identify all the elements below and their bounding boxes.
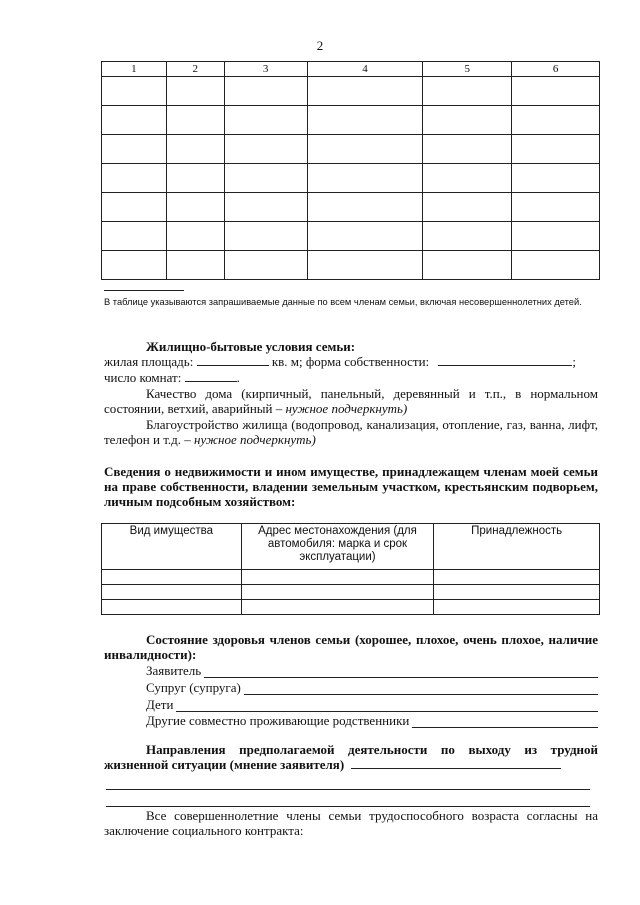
- members-cell[interactable]: [512, 193, 600, 222]
- applicant-label: Заявитель: [146, 663, 202, 678]
- health-spouse-row: [146, 680, 598, 695]
- members-cell[interactable]: [224, 164, 307, 193]
- page-number: 2: [316, 38, 324, 53]
- housing-title: Жилищно-бытовые условия семьи:: [146, 339, 356, 354]
- members-cell[interactable]: [166, 193, 224, 222]
- spouse-label: Супруг (супруга): [146, 680, 241, 695]
- rooms-label: число комнат:: [104, 370, 182, 385]
- direction-input[interactable]: [351, 757, 561, 769]
- applicant-health-input[interactable]: [204, 666, 598, 678]
- members-header-cell: 3: [224, 62, 307, 77]
- children-health-input[interactable]: [176, 700, 598, 712]
- rooms-line: [104, 370, 240, 385]
- members-cell[interactable]: [423, 164, 512, 193]
- members-row: [102, 135, 600, 164]
- members-cell[interactable]: [166, 222, 224, 251]
- property-row: [102, 585, 600, 600]
- property-cell[interactable]: [102, 570, 242, 585]
- living-area-unit: кв. м;: [271, 354, 303, 369]
- members-cell[interactable]: [423, 222, 512, 251]
- property-cell[interactable]: [241, 570, 434, 585]
- health-applicant-row: [146, 663, 598, 678]
- members-cell[interactable]: [102, 106, 167, 135]
- members-row: [102, 77, 600, 106]
- members-cell[interactable]: [512, 77, 600, 106]
- health-relatives-row: [146, 713, 598, 728]
- members-cell[interactable]: [307, 164, 423, 193]
- members-cell[interactable]: [307, 135, 423, 164]
- members-cell[interactable]: [102, 193, 167, 222]
- direction-title: [104, 742, 598, 772]
- members-cell[interactable]: [512, 251, 600, 280]
- house-quality-text: Качество дома (кирпичный, панельный, деревянный и т.п., в нормальном состоянии, ветхий, аварийный: [104, 386, 598, 416]
- property-header-cell: Адрес местонахождения (для автомобиля: марка и срок эксплуатации): [241, 524, 434, 570]
- property-cell[interactable]: [434, 585, 600, 600]
- children-label: Дети: [146, 697, 174, 712]
- members-row: [102, 193, 600, 222]
- members-cell[interactable]: [102, 135, 167, 164]
- health-children-row: [146, 697, 598, 712]
- property-header-row: [102, 524, 600, 570]
- members-cell[interactable]: [166, 135, 224, 164]
- members-cell[interactable]: [166, 164, 224, 193]
- property-cell[interactable]: [434, 570, 600, 585]
- members-cell[interactable]: [166, 106, 224, 135]
- ownership-label: форма собственности:: [305, 354, 430, 369]
- members-cell[interactable]: [166, 77, 224, 106]
- members-cell[interactable]: [423, 106, 512, 135]
- members-cell[interactable]: [102, 164, 167, 193]
- members-cell[interactable]: [224, 135, 307, 164]
- house-quality-note: – нужное подчеркнуть): [275, 401, 408, 416]
- property-cell[interactable]: [434, 600, 600, 615]
- members-cell[interactable]: [307, 193, 423, 222]
- living-area-label: жилая площадь:: [104, 354, 194, 369]
- members-cell[interactable]: [307, 222, 423, 251]
- members-cell[interactable]: [224, 106, 307, 135]
- members-cell[interactable]: [423, 251, 512, 280]
- members-header-cell: 5: [423, 62, 512, 77]
- direction-title-text: Направления предполагаемой деятельности по выходу из трудной жизненной ситуации (мнение заявителя): [104, 742, 598, 772]
- members-cell[interactable]: [307, 251, 423, 280]
- property-header-cell: Принадлежность: [434, 524, 600, 570]
- property-cell[interactable]: [102, 585, 242, 600]
- members-cell[interactable]: [512, 164, 600, 193]
- property-cell[interactable]: [241, 585, 434, 600]
- members-cell[interactable]: [224, 222, 307, 251]
- members-cell[interactable]: [423, 135, 512, 164]
- rooms-end: .: [236, 370, 240, 385]
- direction-line-1[interactable]: [106, 789, 590, 790]
- members-cell[interactable]: [307, 106, 423, 135]
- members-header-cell: 2: [166, 62, 224, 77]
- members-row: [102, 222, 600, 251]
- consent-text: Все совершеннолетние члены семьи трудоспособного возраста согласны на заключение социального контракта:: [104, 808, 598, 838]
- members-cell[interactable]: [512, 106, 600, 135]
- relatives-health-input[interactable]: [412, 716, 598, 728]
- direction-line-2[interactable]: [106, 806, 590, 807]
- members-cell[interactable]: [512, 222, 600, 251]
- members-header-cell: 1: [102, 62, 167, 77]
- property-header-cell: Вид имущества: [102, 524, 242, 570]
- members-row: [102, 164, 600, 193]
- house-amenities-note: – нужное подчеркнуть): [184, 432, 316, 447]
- members-cell[interactable]: [423, 193, 512, 222]
- members-row: [102, 106, 600, 135]
- rooms-input[interactable]: [185, 370, 237, 382]
- relatives-label: Другие совместно проживающие родственники: [146, 713, 410, 728]
- members-row: [102, 251, 600, 280]
- house-amenities-text: Благоустройство жилища (водопровод, канализация, отопление, газ, ванна, лифт, телефон и т.д.: [104, 417, 598, 447]
- members-cell[interactable]: [224, 193, 307, 222]
- members-cell[interactable]: [512, 135, 600, 164]
- members-header-cell: 6: [512, 62, 600, 77]
- living-area-line: [104, 354, 576, 369]
- members-cell[interactable]: [102, 77, 167, 106]
- members-cell[interactable]: [166, 251, 224, 280]
- ownership-end: ;: [572, 354, 577, 369]
- house-quality: [104, 386, 598, 416]
- members-cell[interactable]: [102, 251, 167, 280]
- property-row: [102, 570, 600, 585]
- family-members-table: [101, 61, 600, 280]
- living-area-input[interactable]: [197, 354, 269, 366]
- members-cell[interactable]: [224, 77, 307, 106]
- members-cell[interactable]: [307, 77, 423, 106]
- members-header-row: [102, 62, 600, 77]
- members-cell[interactable]: [224, 251, 307, 280]
- property-cell[interactable]: [102, 600, 242, 615]
- house-amenities: [104, 417, 598, 447]
- property-row: [102, 600, 600, 615]
- health-title: Состояние здоровья членов семьи (хорошее, плохое, очень плохое, наличие инвалидности):: [104, 632, 598, 662]
- property-cell[interactable]: [241, 600, 434, 615]
- members-cell[interactable]: [423, 77, 512, 106]
- footnote: В таблице указываются запрашиваемые данные по всем членам семьи, включая несовершеннолетних детей.: [104, 297, 582, 307]
- members-cell[interactable]: [102, 222, 167, 251]
- property-table: [101, 523, 600, 615]
- ownership-input[interactable]: [438, 354, 572, 366]
- spouse-health-input[interactable]: [244, 683, 598, 695]
- property-title: Сведения о недвижимости и ином имуществе, принадлежащем членам моей семьи на праве собственности, владении земельным участком, крестьянским подворьем, личным подсобным хозяйством:: [104, 464, 598, 509]
- members-header-cell: 4: [307, 62, 423, 77]
- footnote-separator: [104, 290, 184, 291]
